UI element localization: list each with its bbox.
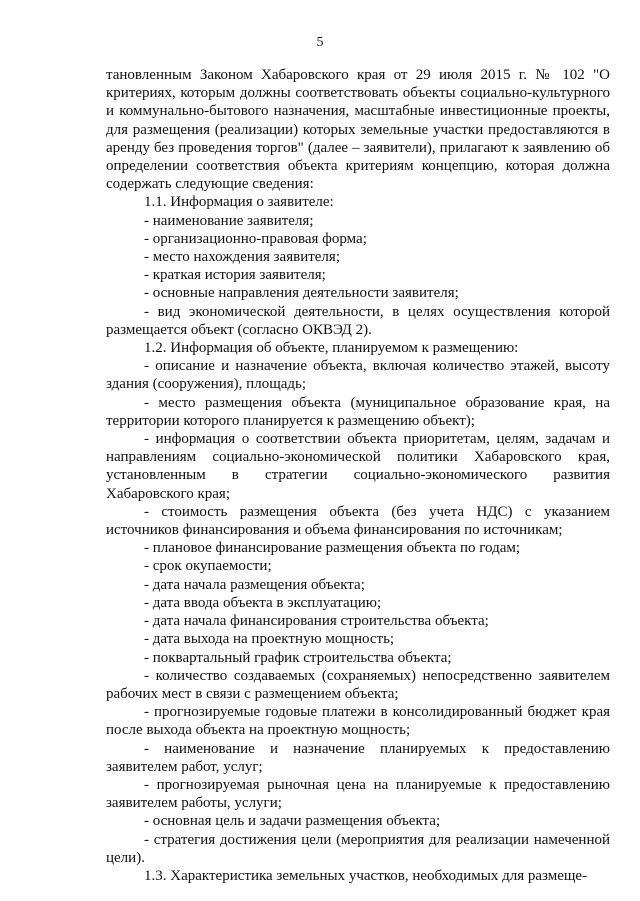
paragraph: - стоимость размещения объекта (без учета НДС) с указанием источников финансирования и объема финансирования по источникам;	[106, 503, 610, 539]
paragraph: - место нахождения заявителя;	[144, 249, 340, 266]
paragraph: - прогнозируемые годовые платежи в консолидированный бюджет края после выхода объекта на проектную мощность;	[106, 704, 610, 739]
paragraph: - основная цель и задачи размещения объекта;	[144, 813, 441, 830]
paragraph: - наименование и назначение планируемых к предоставлению заявителем работ, услуг;	[106, 740, 610, 775]
paragraph: - описание и назначение объекта, включая количество этажей, высоту здания (сооружения), площадь;	[106, 358, 610, 393]
paragraph: - дата начала размещения объекта;	[144, 576, 365, 593]
paragraph: 1.3. Характеристика земельных участков, необходимых для размеще-	[144, 867, 588, 884]
paragraph: - стратегия достижения цели (мероприятия для реализации намеченной цели).	[106, 831, 610, 866]
paragraph: - прогнозируемая рыночная цена на планируемые к предоставлению заявителем работы, услуги;	[106, 776, 610, 812]
paragraph: тановленным Законом Хабаровского края от 29 июля 2015 г. № 102 "О критериях, которым должны соответствовать объекты социально-культурного и коммунально-бытового назначения, масштабные инвестиционные проекты, для размещения (реализации) которых земельные участки предоставляются в аренду без проведения торгов" (далее – заявители), прилагают к заявлению об определении соответствия объекта критериям концепцию, которая должна содержать следующие сведения:	[106, 67, 610, 193]
paragraph: 1.2. Информация об объекте, планируемом к размещению:	[144, 340, 519, 357]
paragraph: - краткая история заявителя;	[144, 267, 326, 284]
paragraph: - организационно-правовая форма;	[144, 230, 367, 247]
paragraph: - плановое финансирование размещения объекта по годам;	[144, 540, 521, 557]
paragraph: - дата ввода объекта в эксплуатацию;	[144, 594, 382, 611]
paragraph: - место размещения объекта (муниципальное образование края, на территории которого планируется к размещению объект);	[106, 394, 610, 429]
paragraph: - срок окупаемости;	[144, 558, 272, 575]
paragraph: - основные направления деятельности заявителя;	[144, 285, 459, 302]
paragraph: - наименование заявителя;	[144, 212, 314, 229]
paragraph: - поквартальный график строительства объекта;	[144, 649, 452, 666]
page-number: 5	[316, 35, 324, 50]
paragraph: - количество создаваемых (сохраняемых) непосредственно заявителем рабочих мест в связи с размещением объекта;	[106, 667, 610, 702]
paragraph: - информация о соответствии объекта приоритетам, целям, задачам и направлениям социально-экономической политики Хабаровского края, установленным в стратегии социально-экономического развития Хабаровского края;	[106, 431, 610, 502]
paragraph: - дата выхода на проектную мощность;	[144, 631, 395, 648]
document-body	[106, 66, 610, 885]
paragraph: - дата начала финансирования строительства объекта;	[144, 613, 489, 630]
paragraph: 1.1. Информация о заявителе:	[144, 194, 334, 211]
paragraph: - вид экономической деятельности, в целях осуществления которой размещается объект (согласно ОКВЭД 2).	[106, 303, 610, 338]
